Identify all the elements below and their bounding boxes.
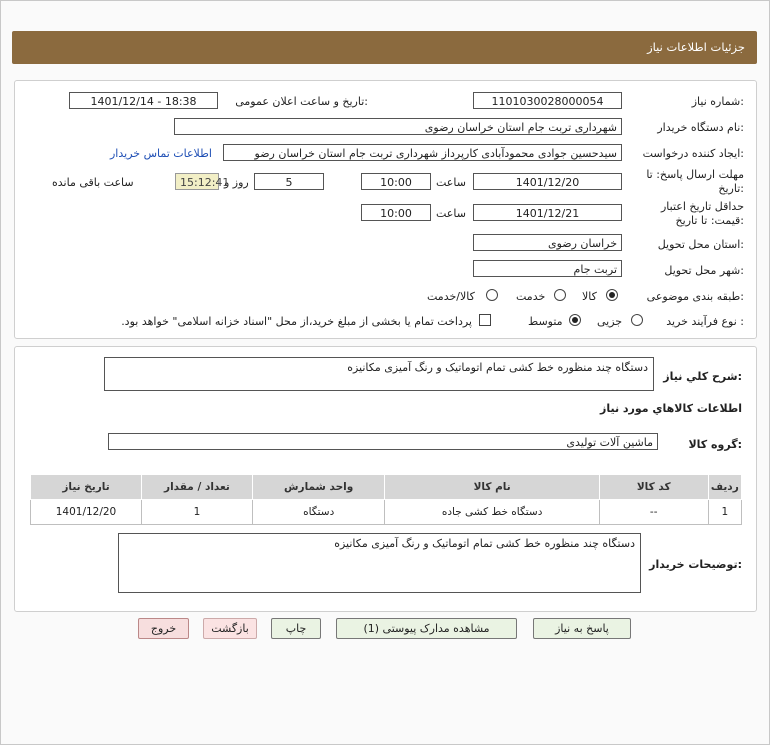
category-service-radio[interactable]: [554, 289, 566, 301]
col-row: ردیف: [708, 475, 741, 500]
row-quantity: 1: [141, 500, 252, 525]
attachments-button[interactable]: مشاهده مدارک پیوستی (1): [336, 618, 517, 639]
page-title: جزئیات اطلاعات نیاز: [647, 40, 745, 54]
category-label: طبقه بندی موضوعی:: [646, 290, 744, 303]
reply-date-field: 1401/12/20: [473, 173, 622, 190]
col-unit: واحد شمارش: [252, 475, 385, 500]
row-code: --: [599, 500, 708, 525]
buyer-notes-field: دستگاه چند منظوره خط کشی تمام اتوماتیک و رنگ آمیزی مکانیزه: [118, 533, 641, 593]
print-button[interactable]: چاپ: [271, 618, 321, 639]
row-index: 1: [708, 500, 741, 525]
treasury-payment-note: پرداخت تمام یا بخشی از مبلغ خرید،از محل "اسناد خزانه اسلامی" خواهد بود.: [121, 315, 472, 328]
row-need-date: 1401/12/20: [31, 500, 142, 525]
requester-field: سیدحسین جوادی محمودآبادی کارپرداز شهرداری تربت جام استان خراسان رضو: [223, 144, 622, 161]
validity-label: حداقل تاریخ اعتبار قیمت: تا تاریخ:: [660, 200, 744, 227]
need-number-label: شماره نیاز:: [691, 95, 744, 108]
category-service-label: خدمت: [516, 290, 546, 303]
goods-table-header: [31, 475, 742, 500]
buyer-notes-label: توضیحات خریدار:: [649, 558, 742, 571]
buyer-contact-link[interactable]: اطلاعات تماس خریدار: [110, 147, 212, 160]
back-button[interactable]: بازگشت: [203, 618, 257, 639]
reply-time-label: ساعت: [436, 176, 466, 189]
reply-button[interactable]: پاسخ به نیاز: [533, 618, 631, 639]
buyer-org-label: نام دستگاه خریدار:: [657, 121, 744, 134]
goods-info-title: اطلاعات کالاهاي مورد نياز: [600, 402, 742, 415]
exit-button[interactable]: خروج: [138, 618, 189, 639]
category-goods-service-label: کالا/خدمت: [427, 290, 475, 303]
row-unit: دستگاه: [252, 500, 385, 525]
col-need-date: تاریخ نیاز: [31, 475, 142, 500]
remaining-label: ساعت باقی مانده: [52, 176, 134, 189]
validity-time-label: ساعت: [436, 207, 466, 220]
process-medium-radio[interactable]: [569, 314, 581, 326]
delivery-city-label: شهر محل تحویل:: [664, 264, 744, 277]
buyer-org-field: شهرداری تربت جام استان خراسان رضوی: [174, 118, 622, 135]
delivery-province-field: خراسان رضوی: [473, 234, 622, 251]
category-goods-label: کالا: [582, 290, 597, 303]
announce-field: 1401/12/14 - 18:38: [69, 92, 218, 109]
days-remaining-field: 5: [254, 173, 324, 190]
col-name: نام کالا: [385, 475, 599, 500]
need-number-field: 1101030028000054: [473, 92, 622, 109]
goods-group-label: گروه کالا:: [688, 438, 742, 451]
description-field: دستگاه چند منظوره خط کشی تمام اتوماتیک و رنگ آمیزی مکانیزه: [104, 357, 654, 391]
delivery-city-field: تربت جام: [473, 260, 622, 277]
reply-deadline-label: مهلت ارسال پاسخ: تا تاریخ:: [646, 168, 744, 195]
process-minor-radio[interactable]: [631, 314, 643, 326]
goods-table: [30, 474, 742, 525]
process-minor-label: جزیی: [597, 315, 623, 328]
treasury-payment-checkbox[interactable]: [479, 314, 491, 326]
announce-label: تاریخ و ساعت اعلان عمومی:: [235, 95, 368, 108]
table-row: [31, 500, 742, 525]
requester-label: ایجاد کننده درخواست:: [642, 147, 744, 160]
remaining-time-field: 15:12:41: [175, 173, 219, 190]
goods-group-field: ماشین آلات تولیدی: [108, 433, 658, 450]
page-header: [12, 31, 757, 64]
validity-date-field: 1401/12/21: [473, 204, 622, 221]
col-quantity: تعداد / مقدار: [141, 475, 252, 500]
process-label: نوع فرآیند خرید :: [666, 315, 744, 328]
description-label: شرح کلي نياز:: [663, 370, 742, 383]
days-label: روز و: [224, 176, 249, 189]
reply-time-field: 10:00: [361, 173, 431, 190]
process-medium-label: متوسط: [528, 315, 563, 328]
row-name: دستگاه خط کشی جاده: [385, 500, 599, 525]
category-goods-radio[interactable]: [606, 289, 618, 301]
col-code: کد کالا: [599, 475, 708, 500]
category-goods-service-radio[interactable]: [486, 289, 498, 301]
delivery-province-label: استان محل تحویل:: [657, 238, 744, 251]
validity-time-field: 10:00: [361, 204, 431, 221]
